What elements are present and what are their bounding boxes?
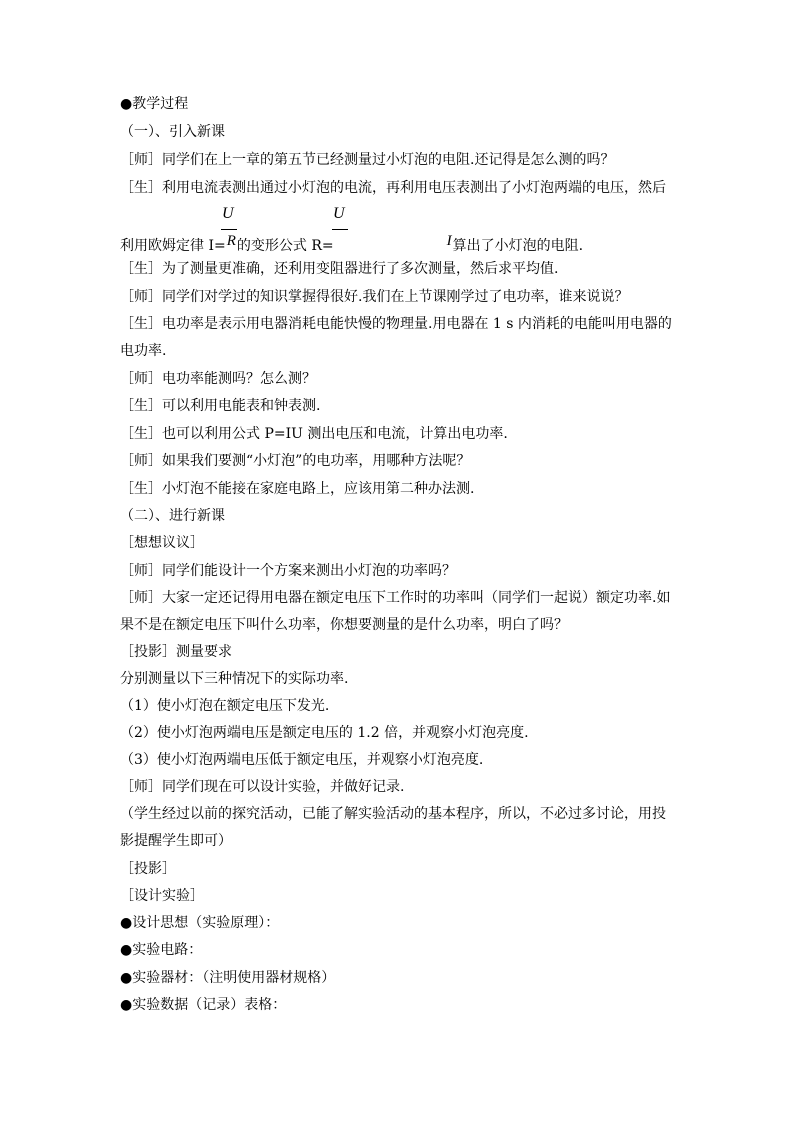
activity-label: ［想想议议］ xyxy=(120,535,204,551)
dialogue-line: ［生］利用电流表测出通过小灯泡的电流，再利用电压表测出了小灯泡两端的电压，然后 xyxy=(120,180,666,196)
bullet-item: ●实验电路： xyxy=(120,942,203,958)
dialogue-line: ［生］小灯泡不能接在家庭电路上，应该用第二种办法测. xyxy=(120,481,475,497)
body-line: 分别测量以下三种情况下的实际功率. xyxy=(120,671,349,687)
subheading-introduce-new-lesson: （一）、引入新课 xyxy=(120,124,225,140)
fraction-2-numerator: U xyxy=(333,205,345,222)
section-heading-teaching-process: ●教学过程 xyxy=(120,96,189,112)
fraction-1-bar xyxy=(221,229,237,230)
dialogue-line: ［师］大家一定还记得用电器在额定电压下工作时的功率叫（同学们一起说）额定功率.如 xyxy=(120,590,671,606)
projection-label: ［投影］测量要求 xyxy=(120,644,232,660)
bullet-item: ●实验器材：（注明使用器材规格） xyxy=(120,970,336,986)
note-line: （学生经过以前的探究活动，已能了解实验活动的基本程序，所以，不必过多讨论，用投 xyxy=(120,806,666,822)
dialogue-line: ［师］同学们对学过的知识掌握得很好.我们在上节课刚学过了电功率，谁来说说？ xyxy=(120,289,629,305)
subheading-new-lesson: （二）、进行新课 xyxy=(120,508,225,524)
list-item: （3）使小灯泡两端电压低于额定电压，并观察小灯泡亮度. xyxy=(120,752,484,768)
formula-prefix: 利用欧姆定律 I= xyxy=(120,238,226,254)
dialogue-line: ［师］同学们在上一章的第五节已经测量过小灯泡的电阻.还记得是怎么测的吗？ xyxy=(120,152,615,168)
list-item: （2）使小灯泡两端电压是额定电压的 1.2 倍，并观察小灯泡亮度. xyxy=(120,725,529,741)
dialogue-line: 果不是在额定电压下叫什么功率，你想要测量的是什么功率，明白了吗？ xyxy=(120,617,568,633)
dialogue-line: ［师］如果我们要测“小灯泡”的电功率，用哪种方法呢？ xyxy=(120,453,471,469)
dialogue-line: 电功率. xyxy=(120,343,167,359)
projection-label: ［投影］ xyxy=(120,861,176,877)
bullet-item: ●设计思想（实验原理）： xyxy=(120,915,280,931)
dialogue-line: ［生］可以利用电能表和钟表测. xyxy=(120,398,321,414)
formula-suffix: 算出了小灯泡的电阻. xyxy=(452,238,584,254)
list-item: （1）使小灯泡在额定电压下发光. xyxy=(120,698,330,714)
note-line: 影提醒学生即可） xyxy=(120,833,232,849)
bullet-item: ●实验数据（记录）表格： xyxy=(120,997,287,1013)
fraction-2-bar xyxy=(332,229,348,230)
dialogue-line: ［师］电功率能测吗？怎么测？ xyxy=(120,371,316,387)
dialogue-line: ［生］也可以利用公式 P=IU 测出电压和电流，计算出电功率. xyxy=(120,426,508,442)
dialogue-line: ［师］同学们能设计一个方案来测出小灯泡的功率吗？ xyxy=(120,563,456,579)
formula-middle: 的变形公式 R= xyxy=(236,238,334,254)
dialogue-line: ［师］同学们现在可以设计实验，并做好记录. xyxy=(120,779,405,795)
fraction-1-numerator: U xyxy=(222,205,234,222)
fraction-2-denominator: I xyxy=(446,233,452,249)
dialogue-line: ［生］电功率是表示用电器消耗电能快慢的物理量.用电器在 1 s 内消耗的电能叫用电器的 xyxy=(120,316,672,332)
fraction-1-denominator: R xyxy=(226,233,236,249)
formula-line xyxy=(120,231,584,254)
design-experiment-label: ［设计实验］ xyxy=(120,888,204,904)
dialogue-line: ［生］为了测量更准确，还利用变阻器进行了多次测量，然后求平均值. xyxy=(120,261,559,277)
